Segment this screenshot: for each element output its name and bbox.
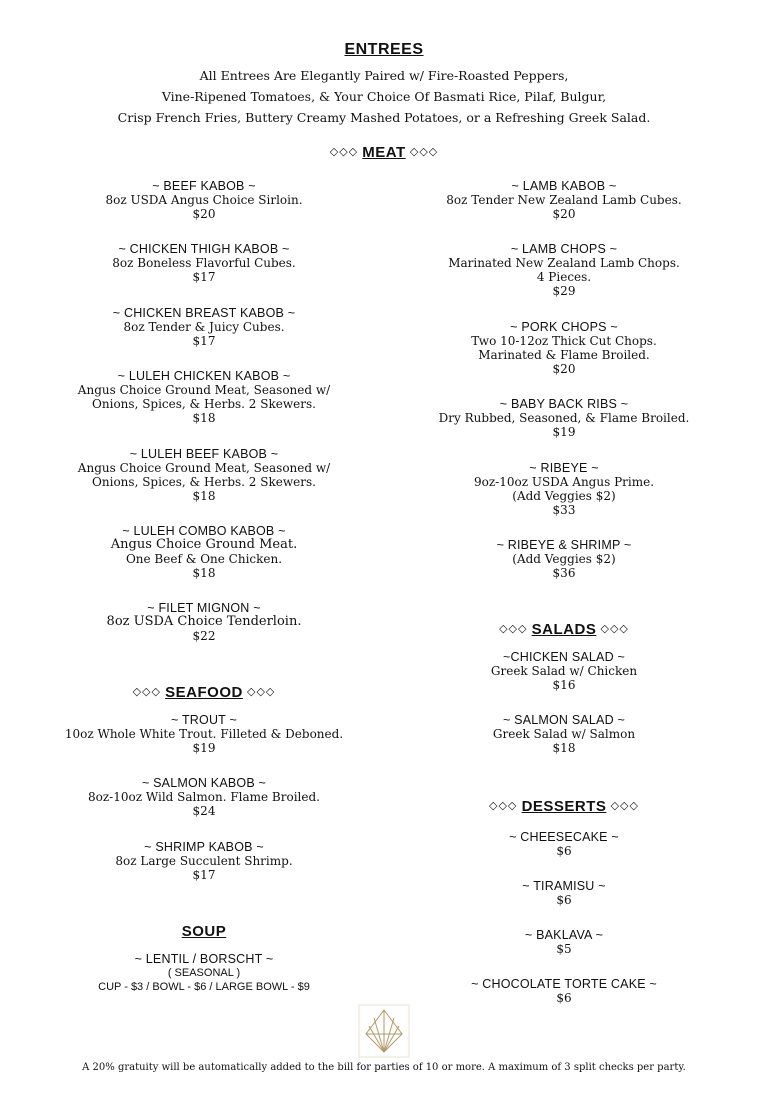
- section-heading-seafood: [24, 684, 384, 701]
- item-price: $6: [556, 893, 572, 907]
- item-description: 4 Pieces.: [536, 270, 592, 284]
- item-description: Greek Salad w/ Chicken: [490, 664, 638, 678]
- intro-line: Vine-Ripened Tomatoes, & Your Choice Of Basmati Rice, Pilaf, Bulgur,: [161, 89, 607, 104]
- item-name: ~ BABY BACK RIBS ~: [499, 397, 629, 411]
- menu-item: [384, 977, 744, 1005]
- menu-item: [384, 242, 744, 298]
- page-title: ENTREES: [344, 41, 424, 58]
- menu-item: [24, 524, 384, 580]
- item-description: Dry Rubbed, Seasoned, & Flame Broiled.: [438, 411, 690, 425]
- item-price: $18: [192, 489, 216, 503]
- item-name: ~ TIRAMISU ~: [522, 879, 606, 893]
- item-price: $22: [192, 629, 216, 643]
- item-description: Angus Choice Ground Meat.: [110, 537, 298, 552]
- item-name: ~ LENTIL / BORSCHT ~: [134, 952, 274, 966]
- intro-line: All Entrees Are Elegantly Paired w/ Fire-Roasted Peppers,: [199, 68, 569, 83]
- item-name: ~ BAKLAVA ~: [524, 928, 604, 942]
- item-price: $20: [552, 362, 576, 376]
- item-description: (Add Veggies $2): [512, 552, 616, 566]
- item-price: $6: [556, 991, 572, 1005]
- section-label: SALADS: [531, 621, 597, 638]
- diamond-ornament-icon: ◇◇◇: [489, 800, 518, 812]
- menu-item: [24, 840, 384, 882]
- diamond-ornament-icon: ◇◇◇: [132, 686, 161, 698]
- menu-item: [24, 242, 384, 284]
- item-description: Angus Choice Ground Meat, Seasoned w/: [77, 383, 331, 397]
- item-price: $33: [552, 503, 576, 517]
- section-label: SEAFOOD: [165, 684, 243, 701]
- menu-item: [384, 830, 744, 858]
- item-price: $17: [192, 334, 216, 348]
- item-name: ~ LULEH CHICKEN KABOB ~: [117, 369, 291, 383]
- item-price: $6: [556, 844, 572, 858]
- item-price: $24: [192, 804, 216, 818]
- item-description: 8oz Tender New Zealand Lamb Cubes.: [446, 193, 682, 207]
- menu-item: [24, 306, 384, 348]
- item-price: $20: [192, 207, 216, 221]
- item-price: $5: [556, 942, 572, 956]
- menu-item: [384, 713, 744, 755]
- menu-item: [384, 397, 744, 439]
- item-description: 8oz USDA Choice Tenderloin.: [106, 614, 302, 629]
- diamond-ornament-icon: ◇◇◇: [610, 800, 639, 812]
- diamond-ornament-icon: ◇◇◇: [600, 623, 629, 635]
- item-description: 8oz Boneless Flavorful Cubes.: [112, 256, 296, 270]
- item-description: (Add Veggies $2): [512, 489, 616, 503]
- section-label: MEAT: [362, 144, 406, 161]
- item-name: ~ TROUT ~: [171, 713, 237, 727]
- menu-item: [24, 713, 384, 755]
- section-heading-salads: [384, 621, 744, 638]
- item-name: ~ CHOCOLATE TORTE CAKE ~: [471, 977, 657, 991]
- item-description: 8oz Large Succulent Shrimp.: [115, 854, 293, 868]
- menu-item: [384, 928, 744, 956]
- diamond-ornament-icon: ◇◇◇: [247, 686, 276, 698]
- item-price: $20: [552, 207, 576, 221]
- menu-item: [24, 776, 384, 818]
- menu-item: [24, 447, 384, 503]
- item-name: ~ LULEH BEEF KABOB ~: [129, 447, 279, 461]
- item-name: ~ PORK CHOPS ~: [510, 320, 618, 334]
- item-price: $17: [192, 868, 216, 882]
- menu-item: [384, 320, 744, 376]
- item-description: 8oz USDA Angus Choice Sirloin.: [105, 193, 303, 207]
- item-name: ~ CHICKEN THIGH KABOB ~: [118, 242, 290, 256]
- section-label: DESSERTS: [521, 798, 607, 815]
- item-description: Angus Choice Ground Meat, Seasoned w/: [77, 461, 331, 475]
- item-description: 8oz-10oz Wild Salmon. Flame Broiled.: [87, 790, 320, 804]
- item-description: Greek Salad w/ Salmon: [492, 727, 636, 741]
- menu-item: [384, 461, 744, 517]
- item-description: Onions, Spices, & Herbs. 2 Skewers.: [92, 475, 316, 489]
- item-price: $29: [552, 284, 576, 298]
- item-note: ( SEASONAL ): [167, 967, 241, 979]
- item-name: ~ LAMB KABOB ~: [511, 179, 617, 193]
- item-name: ~ BEEF KABOB ~: [152, 179, 256, 193]
- item-price: $36: [552, 566, 576, 580]
- item-name: ~ SALMON SALAD ~: [503, 713, 625, 727]
- item-price: $18: [552, 741, 576, 755]
- item-description: 9oz-10oz USDA Angus Prime.: [473, 475, 655, 489]
- item-description: Marinated New Zealand Lamb Chops.: [448, 256, 680, 270]
- item-name: ~ LAMB CHOPS ~: [510, 242, 618, 256]
- item-name: ~ LULEH COMBO KABOB ~: [122, 524, 286, 538]
- menu-item: [384, 179, 744, 221]
- item-description: One Beef & One Chicken.: [125, 552, 283, 566]
- item-description: Onions, Spices, & Herbs. 2 Skewers.: [92, 397, 316, 411]
- menu-item: [24, 179, 384, 221]
- gratuity-notice: A 20% gratuity will be automatically added to the bill for parties of 10 or more. A maximum of 3 split checks per party.: [82, 1062, 686, 1073]
- item-name: ~CHICKEN SALAD ~: [503, 650, 625, 664]
- diamond-ornament-icon: ◇◇◇: [499, 623, 528, 635]
- item-name: ~ RIBEYE ~: [529, 461, 599, 475]
- item-price: $17: [192, 270, 216, 284]
- item-name: ~ CHICKEN BREAST KABOB ~: [112, 306, 296, 320]
- menu-item: [384, 650, 744, 692]
- item-name: ~ RIBEYE & SHRIMP ~: [496, 538, 632, 552]
- restaurant-logo-icon: [358, 1004, 410, 1058]
- item-price: $19: [552, 425, 576, 439]
- item-price: CUP - $3 / BOWL - $6 / LARGE BOWL - $9: [98, 981, 310, 993]
- item-description: Two 10-12oz Thick Cut Chops.: [471, 334, 657, 348]
- section-heading-desserts: [384, 798, 744, 815]
- item-description: Marinated & Flame Broiled.: [478, 348, 650, 362]
- item-name: ~ SHRIMP KABOB ~: [144, 840, 264, 854]
- menu-item: [24, 369, 384, 425]
- menu-item: [384, 879, 744, 907]
- item-price: $18: [192, 566, 216, 580]
- item-description: 10oz Whole White Trout. Filleted & Deboned.: [64, 727, 344, 741]
- section-heading-soup: [24, 923, 384, 940]
- item-price: $19: [192, 741, 216, 755]
- menu-item: [24, 601, 384, 643]
- item-price: $16: [552, 678, 576, 692]
- item-name: ~ CHEESECAKE ~: [509, 830, 619, 844]
- item-price: $18: [192, 411, 216, 425]
- item-name: ~ FILET MIGNON ~: [147, 601, 261, 615]
- diamond-ornament-icon: ◇◇◇: [409, 146, 439, 158]
- right-column: [384, 0, 744, 1104]
- menu-item: [384, 538, 744, 580]
- item-description: 8oz Tender & Juicy Cubes.: [123, 320, 285, 334]
- left-column: [24, 0, 384, 1104]
- intro-line: Crisp French Fries, Buttery Creamy Mashed Potatoes, or a Refreshing Greek Salad.: [117, 110, 651, 125]
- diamond-ornament-icon: ◇◇◇: [329, 146, 359, 158]
- item-name: ~ SALMON KABOB ~: [141, 776, 267, 790]
- soup-item: [24, 952, 384, 994]
- section-label: SOUP: [181, 923, 227, 940]
